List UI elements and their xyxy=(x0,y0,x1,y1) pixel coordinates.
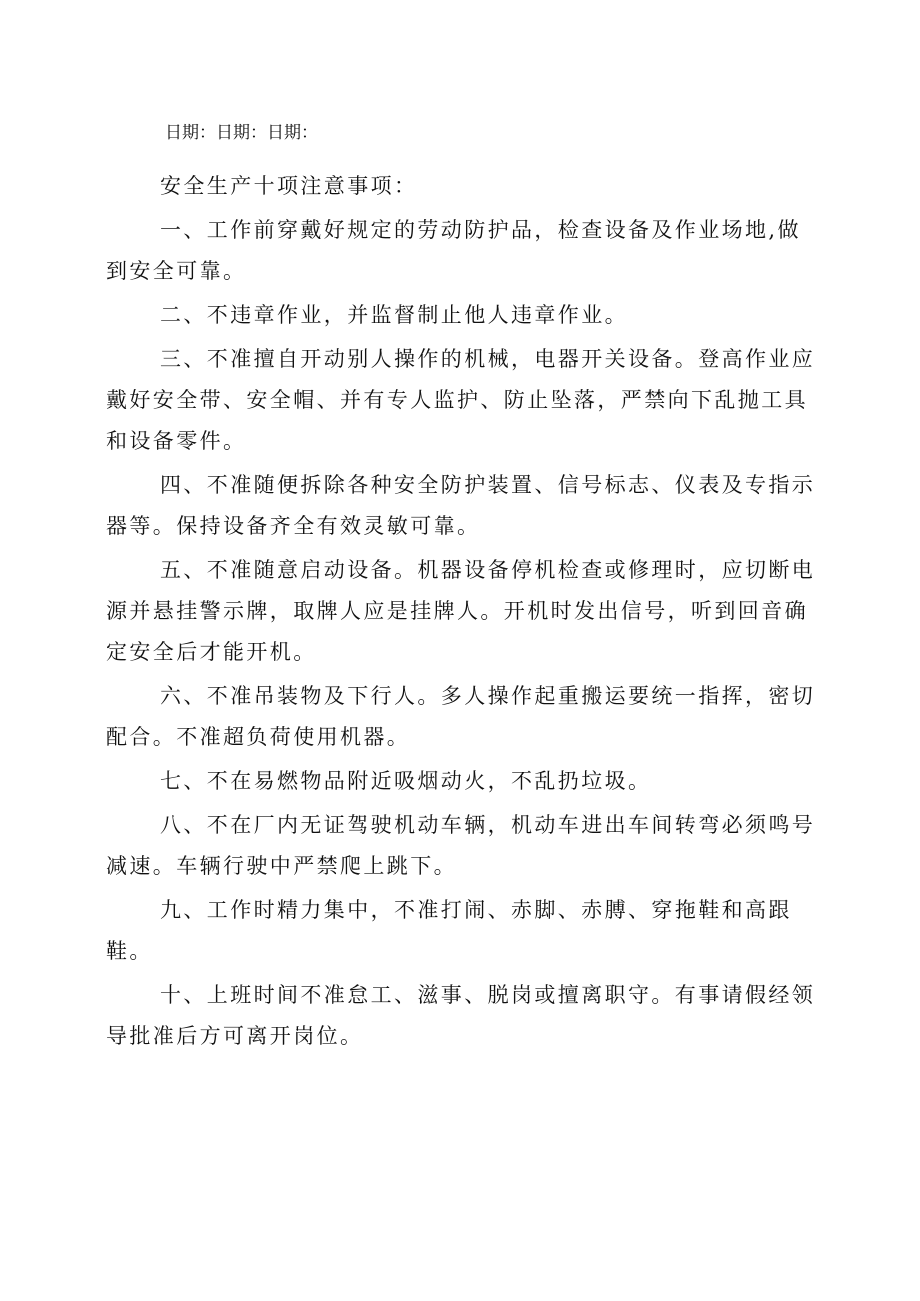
date-line: 日期：日期：日期： xyxy=(165,123,318,143)
notice-heading: 安全生产十项注意事项： xyxy=(160,174,418,198)
notice-item-4: 四、不准随便拆除各种安全防护装置、信号标志、仪表及专指示器等。保持设备齐全有效灵敏可靠。 xyxy=(106,473,816,538)
safety-notice-body xyxy=(106,166,818,1060)
notice-item-5: 五、不准随意启动设备。机器设备停机检查或修理时，应切断电源并悬挂警示牌，取牌人应是挂牌人。开机时发出信号，听到回音确定安全后才能开机。 xyxy=(106,558,816,664)
notice-item-10: 十、上班时间不准怠工、滋事、脱岗或擅离职守。有事请假经领导批准后方可离开岗位。 xyxy=(106,983,816,1048)
notice-item-7: 七、不在易燃物品附近吸烟动火，不乱扔垃圾。 xyxy=(160,769,652,793)
notice-item-2: 二、不违章作业，并监督制止他人违章作业。 xyxy=(160,303,628,327)
notice-item-1: 一、工作前穿戴好规定的劳动防护品，检查设备及作业场地,做到安全可靠。 xyxy=(106,218,801,283)
notice-item-9: 九、工作时精力集中，不准打闹、赤脚、赤膊、穿拖鞋和高跟鞋。 xyxy=(106,898,792,963)
notice-item-3: 三、不准擅自开动别人操作的机械，电器开关设备。登高作业应戴好安全带、安全帽、并有专人监护、防止坠落，严禁向下乱抛工具和设备零件。 xyxy=(106,347,816,453)
notice-item-6: 六、不准吊装物及下行人。多人操作起重搬运要统一指挥，密切配合。不准超负荷使用机器。 xyxy=(106,684,816,749)
notice-item-8: 八、不在厂内无证驾驶机动车辆，机动车进出车间转弯必须鸣号减速。车辆行驶中严禁爬上跳下。 xyxy=(106,813,816,878)
